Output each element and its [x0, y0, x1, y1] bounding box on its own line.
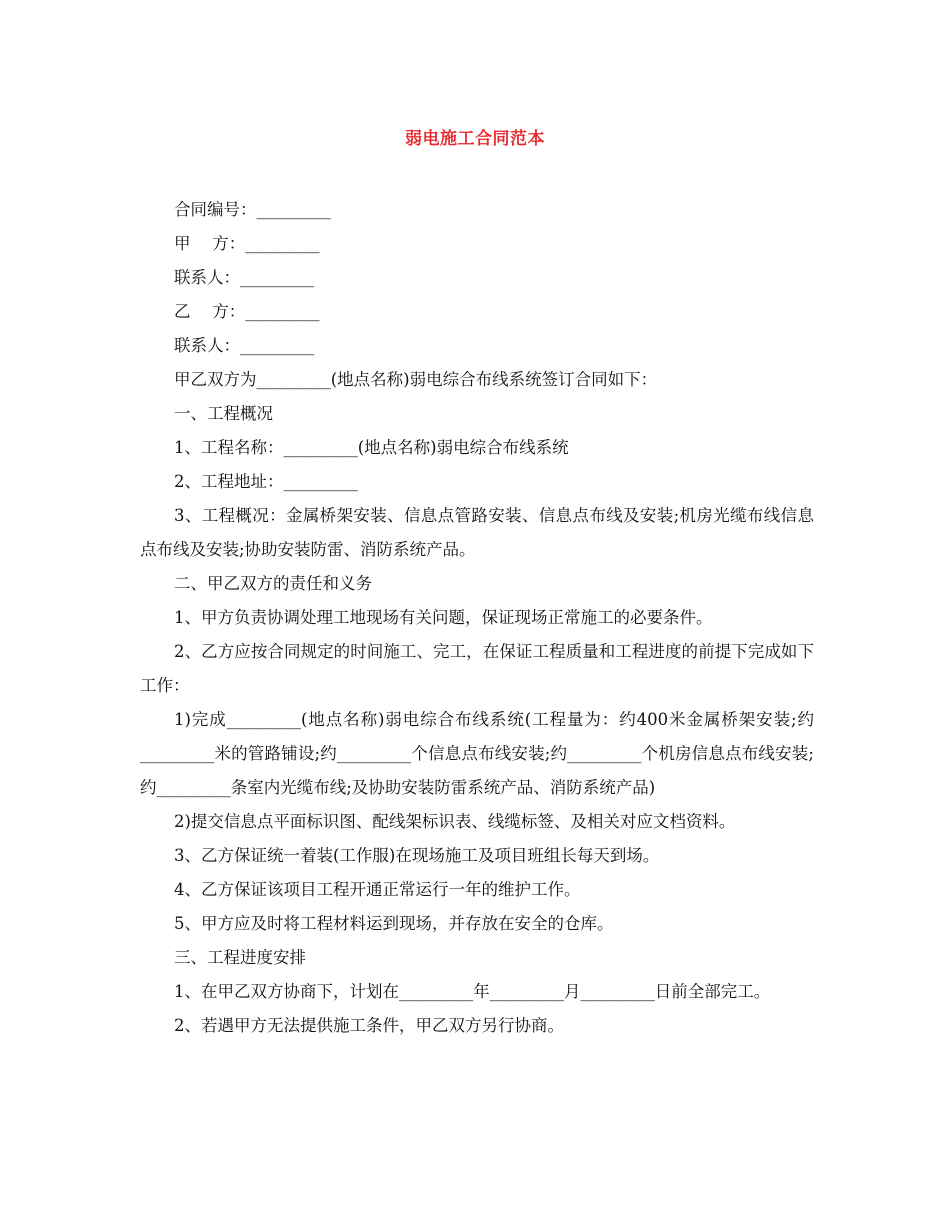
clause-2-2-item-1: 1)完成_________(地点名称)弱电综合布线系统(工程量为：约400米金属桥架安装;约_________米的管路铺设;约_________个信息点布线安装;约_________个机房信息点布线安装;约_________条室内光缆布线;及协助安装防雷系统产品、消防系统产品)	[140, 710, 814, 797]
clause-3-2: 2、若遇甲方无法提供施工条件，甲乙双方另行协商。	[174, 1016, 564, 1035]
clause-3-1: 1、在甲乙双方协商下，计划在_________年_________月_________日前全部完工。	[174, 982, 771, 1001]
contract-number-line: 合同编号：_________	[174, 200, 331, 219]
project-address-line: 2、工程地址：_________	[174, 472, 358, 491]
project-overview-paragraph: 3、工程概况：金属桥架安装、信息点管路安装、信息点布线及安装;机房光缆布线信息点布线及安装;协助安装防雷、消防系统产品。	[140, 506, 814, 559]
project-name-line: 1、工程名称：_________(地点名称)弱电综合布线系统	[174, 438, 569, 457]
party-a-line: 甲 方：_________	[174, 234, 320, 253]
clause-2-5: 5、甲方应及时将工程材料运到现场，并存放在安全的仓库。	[174, 914, 614, 933]
document-body	[140, 193, 814, 1043]
section-heading-3: 三、工程进度安排	[174, 948, 306, 967]
clause-2-2: 2、乙方应按合同规定的时间施工、完工，在保证工程质量和工程进度的前提下完成如下工作：	[140, 642, 814, 695]
clause-2-1: 1、甲方负责协调处理工地现场有关问题，保证现场正常施工的必要条件。	[174, 608, 713, 627]
party-b-line: 乙 方：_________	[174, 302, 320, 321]
section-heading-2: 二、甲乙双方的责任和义务	[174, 574, 372, 593]
party-a-contact-line: 联系人：_________	[174, 268, 315, 287]
clause-2-4: 4、乙方保证该项目工程开通正常运行一年的维护工作。	[174, 880, 581, 899]
clause-2-3: 3、乙方保证统一着装(工作服)在现场施工及项目班组长每天到场。	[174, 846, 660, 865]
document-title: 弱电施工合同范本	[405, 129, 545, 149]
party-b-contact-line: 联系人：_________	[174, 336, 315, 355]
clause-2-2-item-2: 2)提交信息点平面标识图、配线架标识表、线缆标签、及相关对应文档资料。	[174, 812, 736, 831]
section-heading-1: 一、工程概况	[174, 404, 273, 423]
preamble-paragraph: 甲乙双方为_________(地点名称)弱电综合布线系统签订合同如下：	[174, 370, 658, 389]
